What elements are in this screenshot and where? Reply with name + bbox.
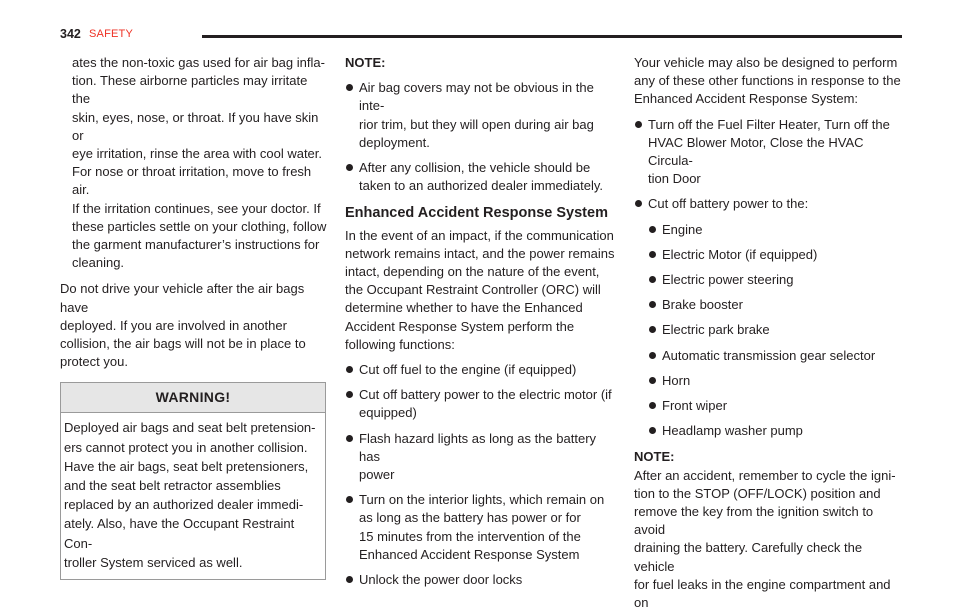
text-line: Air bag covers may not be obvious in the inte- xyxy=(359,80,594,114)
text-line: Electric park brake xyxy=(662,322,770,338)
note-label: NOTE: xyxy=(345,55,386,70)
warning-box xyxy=(60,382,326,580)
text-line: protect you. xyxy=(60,354,128,370)
text-line: In the event of an impact, if the communication xyxy=(345,227,614,243)
sub-list-item xyxy=(648,221,902,239)
bullet-icon xyxy=(649,402,656,409)
sub-list-item xyxy=(648,397,902,415)
text-line: collision, the air bags will not be in place to xyxy=(60,336,306,352)
bullet-icon xyxy=(649,326,656,333)
text-line: eye irritation, rinse the area with cool water. xyxy=(72,146,323,162)
text-line: Front wiper xyxy=(662,398,728,414)
text-line: equipped) xyxy=(359,405,417,421)
text-line: for fuel leaks in the engine compartment and on xyxy=(634,576,891,611)
text-line: Accident Response System perform the xyxy=(345,318,575,334)
text-line: remove the key from the ignition switch to avoid xyxy=(634,504,874,538)
text-line: draining the battery. Carefully check the vehicle xyxy=(634,540,863,574)
section-heading: Enhanced Accident Response System xyxy=(345,205,608,222)
list-item xyxy=(634,116,902,189)
text-line: For nose or throat irritation, move to fresh air. xyxy=(72,164,312,198)
column-left xyxy=(60,54,328,580)
note-label: NOTE: xyxy=(634,449,675,465)
text-line: Cut off battery power to the: xyxy=(648,196,809,212)
text-line: After an accident, remember to cycle the igni- xyxy=(634,467,896,483)
bullet-icon xyxy=(635,121,642,128)
sub-list-item xyxy=(648,347,902,365)
text-line: ers cannot protect you in another collision. xyxy=(64,439,308,455)
text-line: If the irritation continues, see your doctor. If xyxy=(72,200,321,216)
text-line: Horn xyxy=(662,372,691,388)
list-item xyxy=(345,491,617,564)
text-line: determine whether to have the Enhanced xyxy=(345,300,583,316)
text-line: Have the air bags, seat belt pretensioners, xyxy=(64,458,309,474)
text-line: Turn off the Fuel Filter Heater, Turn off the xyxy=(648,116,890,132)
intro-paragraph xyxy=(634,54,902,109)
text-line: rior trim, but they will open during air bag xyxy=(359,116,594,132)
column-middle xyxy=(345,54,617,589)
text-line: Engine xyxy=(662,221,703,237)
column-right xyxy=(634,54,902,612)
text-line: Enhanced Accident Response System: xyxy=(634,91,859,107)
sub-list-item xyxy=(648,372,902,390)
bullet-icon xyxy=(649,226,656,233)
other-functions-list xyxy=(634,116,902,214)
airbag-paragraph xyxy=(60,280,328,371)
bullet-icon xyxy=(346,391,353,398)
list-item xyxy=(345,79,617,152)
text-line: deployment. xyxy=(359,134,430,150)
sub-list-item xyxy=(648,246,902,264)
text-line: replaced by an authorized dealer immedi- xyxy=(64,497,304,513)
bullet-icon xyxy=(346,576,353,583)
text-line: ates the non-toxic gas used for air bag infla- xyxy=(72,55,325,70)
bullet-icon xyxy=(346,435,353,442)
text-line: Electric Motor (if equipped) xyxy=(662,246,818,262)
page-number: 342 xyxy=(60,27,81,41)
text-line: HVAC Blower Motor, Close the HVAC Circula- xyxy=(648,134,864,169)
text-line: and the seat belt retractor assemblies xyxy=(64,478,281,494)
warning-body xyxy=(61,413,325,579)
text-line: Flash hazard lights as long as the battery has xyxy=(359,430,597,464)
text-line: power xyxy=(359,467,395,483)
text-line: following functions: xyxy=(345,336,455,352)
text-line: as long as the battery has power or for xyxy=(359,510,581,526)
text-line: Headlamp washer pump xyxy=(662,423,803,439)
text-line: troller System serviced as well. xyxy=(64,554,243,570)
note-paragraph xyxy=(634,467,902,612)
text-line: Cut off battery power to the electric motor (if xyxy=(359,387,612,403)
text-line: deployed. If you are involved in another xyxy=(60,317,287,333)
battery-sub-list xyxy=(634,221,902,441)
text-line: any of these other functions in response to the xyxy=(634,73,901,89)
text-line: the garment manufacturer’s instructions for xyxy=(72,237,320,253)
text-line: Your vehicle may also be designed to perform xyxy=(634,55,898,70)
warning-title: WARNING! xyxy=(61,383,325,413)
bullet-icon xyxy=(649,377,656,384)
text-line: Brake booster xyxy=(662,297,743,313)
text-line: Unlock the power door locks xyxy=(359,572,523,588)
sub-list-item xyxy=(648,422,902,440)
bullet-icon xyxy=(649,427,656,434)
bullet-icon xyxy=(346,366,353,373)
text-line: the Occupant Restraint Controller (ORC) will xyxy=(345,282,601,298)
bullet-icon xyxy=(346,84,353,91)
text-line: cleaning. xyxy=(72,255,125,271)
bullet-icon xyxy=(649,251,656,258)
sub-list-item xyxy=(648,296,902,314)
list-item xyxy=(345,430,617,485)
text-line: Cut off fuel to the engine (if equipped) xyxy=(359,362,577,378)
page-header xyxy=(60,27,902,43)
text-line: Enhanced Accident Response System xyxy=(359,546,580,562)
text-line: Turn on the interior lights, which remain on xyxy=(359,492,605,508)
note-list xyxy=(345,79,617,195)
sub-list-item xyxy=(648,321,902,339)
text-line: these particles settle on your clothing, follow xyxy=(72,218,327,234)
text-line: network remains intact, and the power remains xyxy=(345,245,615,261)
continued-paragraph xyxy=(60,54,328,272)
functions-list xyxy=(345,361,617,589)
text-line: taken to an authorized dealer immediately. xyxy=(359,178,604,194)
text-line: tion Door xyxy=(648,171,701,187)
text-line: Do not drive your vehicle after the air bags have xyxy=(60,281,305,315)
list-item xyxy=(345,571,617,589)
list-item xyxy=(345,361,617,379)
text-line: Automatic transmission gear selector xyxy=(662,347,876,363)
list-item xyxy=(634,195,902,213)
bullet-icon xyxy=(346,164,353,171)
intro-paragraph xyxy=(345,227,617,354)
bullet-icon xyxy=(346,496,353,503)
text-line: intact, depending on the nature of the event, xyxy=(345,264,600,280)
bullet-icon xyxy=(649,301,656,308)
section-title: SAFETY xyxy=(89,28,133,40)
text-line: Electric power steering xyxy=(662,272,794,288)
text-line: tion to the STOP (OFF/LOCK) position and xyxy=(634,485,881,501)
bullet-icon xyxy=(635,200,642,207)
text-line: After any collision, the vehicle should be xyxy=(359,160,591,176)
text-line: ately. Also, have the Occupant Restraint Con- xyxy=(64,516,295,551)
text-line: skin, eyes, nose, or throat. If you have skin or xyxy=(72,109,319,143)
bullet-icon xyxy=(649,352,656,359)
list-item xyxy=(345,386,617,422)
list-item xyxy=(345,159,617,195)
text-line: tion. These airborne particles may irritate the xyxy=(72,73,308,107)
text-line: 15 minutes from the intervention of the xyxy=(359,528,581,544)
bullet-icon xyxy=(649,276,656,283)
text-line: Deployed air bags and seat belt pretension- xyxy=(64,420,316,436)
sub-list-item xyxy=(648,271,902,289)
